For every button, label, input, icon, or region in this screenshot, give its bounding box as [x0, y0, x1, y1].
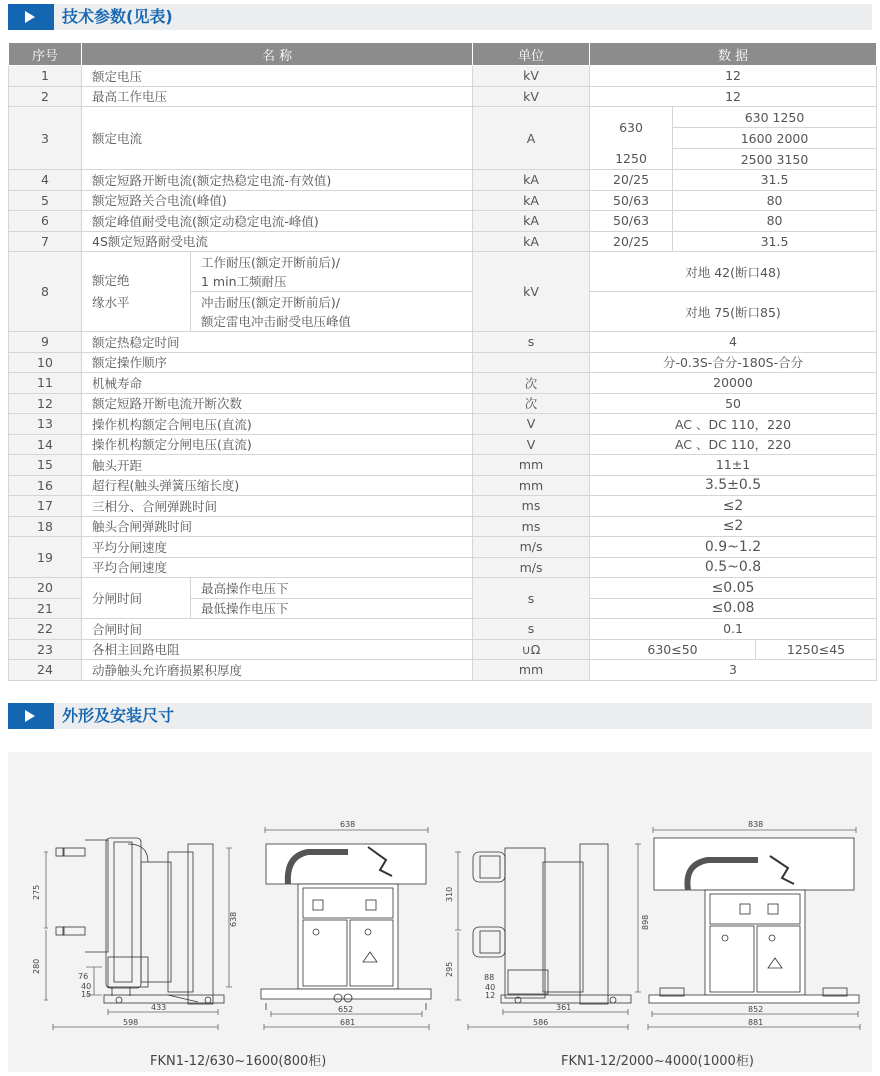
row-unit: m/s — [473, 537, 590, 558]
row-subname: 额定雷电冲击耐受电压峰值 — [191, 312, 473, 332]
row-no: 3 — [9, 107, 82, 170]
row-no: 14 — [9, 434, 82, 455]
drawing-front-view-800 — [261, 820, 431, 1030]
row-unit: mm — [473, 660, 590, 681]
row-no: 12 — [9, 393, 82, 414]
row-name-line1: 额定绝 — [92, 272, 130, 288]
row-no: 21 — [9, 598, 82, 619]
svg-text:838: 838 — [748, 820, 764, 829]
row-name: 动静触头允许磨损累积厚度 — [82, 660, 473, 681]
row-value: 对地 42(断口48) — [590, 252, 877, 292]
row-value: 1600 2000 — [673, 128, 877, 149]
row-value: 3.5±0.5 — [590, 475, 877, 496]
header-unit: 单位 — [473, 43, 590, 66]
caption-1000: FKN1-12/2000~4000(1000柜) — [561, 1054, 754, 1069]
row-unit: ∪Ω — [473, 639, 590, 660]
table-row — [9, 557, 877, 578]
row-unit: 次 — [473, 393, 590, 414]
row-unit: kA — [473, 170, 590, 191]
row-unit: ms — [473, 496, 590, 517]
svg-text:76: 76 — [78, 972, 89, 981]
row-name: 分闸时间 — [82, 578, 191, 619]
row-unit: V — [473, 434, 590, 455]
table-row — [9, 332, 877, 353]
row-unit: m/s — [473, 557, 590, 578]
row-name: 操作机构额定合闸电压(直流) — [82, 414, 473, 435]
row-name: 平均合闸速度 — [82, 557, 473, 578]
svg-text:88: 88 — [484, 973, 495, 982]
row-value: 80 — [673, 211, 877, 232]
row-value: 1250≤45 — [756, 639, 877, 660]
row-value: ≤0.05 — [590, 578, 877, 599]
table-row — [9, 660, 877, 681]
row-name-line2: 缘水平 — [92, 294, 130, 310]
header-value: 数 据 — [590, 43, 877, 66]
row-name: 4S额定短路耐受电流 — [82, 231, 473, 252]
row-no: 1 — [9, 66, 82, 87]
header-no: 序号 — [9, 43, 82, 66]
svg-text:652: 652 — [338, 1005, 354, 1014]
row-no: 22 — [9, 619, 82, 640]
table-row — [9, 516, 877, 537]
row-value: AC 、DC 110，220 — [590, 434, 877, 455]
row-no: 5 — [9, 190, 82, 211]
svg-text:881: 881 — [748, 1018, 764, 1027]
svg-text:681: 681 — [340, 1018, 356, 1027]
row-unit: kV — [473, 66, 590, 87]
table-row — [9, 211, 877, 232]
row-value: 20/25 — [590, 231, 673, 252]
row-unit: A — [473, 107, 590, 170]
table-row — [9, 66, 877, 87]
section-tab — [8, 4, 54, 30]
row-name: 合闸时间 — [82, 619, 473, 640]
row-no: 6 — [9, 211, 82, 232]
row-value: 50 — [590, 393, 877, 414]
row-no: 19 — [9, 537, 82, 578]
row-name: 额定操作顺序 — [82, 352, 473, 373]
row-value: 2500 3150 — [673, 149, 877, 170]
row-unit: kV — [473, 86, 590, 107]
row-value: 31.5 — [673, 231, 877, 252]
table-row — [9, 619, 877, 640]
row-name — [82, 252, 191, 332]
svg-text:40: 40 — [81, 982, 92, 991]
table-row — [9, 455, 877, 476]
row-name: 额定短路开断电流(额定热稳定电流-有效值) — [82, 170, 473, 191]
svg-text:586: 586 — [533, 1018, 549, 1027]
play-arrow-icon — [25, 11, 35, 23]
row-unit: mm — [473, 475, 590, 496]
section-title: 技术参数(见表) — [62, 7, 173, 26]
row-no: 7 — [9, 231, 82, 252]
row-no: 24 — [9, 660, 82, 681]
row-name: 额定电流 — [82, 107, 473, 170]
section-title: 外形及安装尺寸 — [62, 706, 175, 725]
svg-text:15: 15 — [81, 990, 92, 999]
row-name: 触头开距 — [82, 455, 473, 476]
table-row — [9, 107, 877, 128]
table-row — [9, 231, 877, 252]
table-row — [9, 373, 877, 394]
row-name: 最高工作电压 — [82, 86, 473, 107]
row-value: 50/63 — [590, 190, 673, 211]
row-name: 额定峰值耐受电流(额定动稳定电流-峰值) — [82, 211, 473, 232]
row-no: 13 — [9, 414, 82, 435]
svg-text:295: 295 — [445, 961, 454, 977]
row-unit: V — [473, 414, 590, 435]
section-tab — [8, 703, 54, 729]
row-unit: s — [473, 332, 590, 353]
row-name: 各相主回路电阻 — [82, 639, 473, 660]
row-unit: kA — [473, 211, 590, 232]
row-value: 对地 75(断口85) — [590, 292, 877, 332]
drawing-side-view-1000 — [445, 844, 650, 1030]
drawing-front-view-1000 — [648, 820, 860, 1030]
svg-text:638: 638 — [229, 911, 238, 927]
row-value: 12 — [590, 66, 877, 87]
row-subname: 最低操作电压下 — [191, 598, 473, 619]
row-name: 机械寿命 — [82, 373, 473, 394]
row-no: 11 — [9, 373, 82, 394]
row-value: 0.1 — [590, 619, 877, 640]
row-unit — [473, 352, 590, 373]
row-value: 31.5 — [673, 170, 877, 191]
row-subname: 1 min工频耐压 — [191, 272, 473, 292]
row-no: 2 — [9, 86, 82, 107]
table-row — [9, 434, 877, 455]
section-header-specs — [8, 4, 872, 30]
row-value: 20/25 — [590, 170, 673, 191]
row-unit: 次 — [473, 373, 590, 394]
row-subname: 最高操作电压下 — [191, 578, 473, 599]
row-name: 额定短路开断电流开断次数 — [82, 393, 473, 414]
row-value: 80 — [673, 190, 877, 211]
drawings-panel — [8, 752, 872, 1072]
row-unit: kV — [473, 252, 590, 332]
row-no: 16 — [9, 475, 82, 496]
row-value: 分-0.3S-合分-180S-合分 — [590, 352, 877, 373]
header-name: 名 称 — [82, 43, 473, 66]
table-row — [9, 537, 877, 558]
row-no: 20 — [9, 578, 82, 599]
row-no: 23 — [9, 639, 82, 660]
row-value: ≤2 — [590, 516, 877, 537]
row-name: 平均分闸速度 — [82, 537, 473, 558]
table-row — [9, 393, 877, 414]
table-header-row — [9, 43, 877, 66]
row-value: 630 — [590, 107, 673, 149]
row-subname: 冲击耐压(额定开断前后)/ — [191, 292, 473, 312]
row-value: ≤0.08 — [590, 598, 877, 619]
row-no: 17 — [9, 496, 82, 517]
row-name: 额定短路关合电流(峰值) — [82, 190, 473, 211]
table-row — [9, 496, 877, 517]
row-value: 4 — [590, 332, 877, 353]
row-value: ≤2 — [590, 496, 877, 517]
row-name: 三相分、合闸弹跳时间 — [82, 496, 473, 517]
table-row — [9, 86, 877, 107]
row-no: 9 — [9, 332, 82, 353]
row-unit: mm — [473, 455, 590, 476]
row-value: 12 — [590, 86, 877, 107]
svg-text:40: 40 — [485, 983, 496, 992]
table-row — [9, 639, 877, 660]
row-name: 额定电压 — [82, 66, 473, 87]
spec-table — [8, 42, 877, 681]
table-row — [9, 475, 877, 496]
svg-text:280: 280 — [32, 958, 41, 974]
svg-text:433: 433 — [151, 1003, 167, 1012]
row-value: 50/63 — [590, 211, 673, 232]
row-no: 18 — [9, 516, 82, 537]
row-no: 10 — [9, 352, 82, 373]
row-value: 3 — [590, 660, 877, 681]
row-unit: s — [473, 619, 590, 640]
row-unit: kA — [473, 190, 590, 211]
row-name: 操作机构额定分闸电压(直流) — [82, 434, 473, 455]
row-value: 20000 — [590, 373, 877, 394]
section-header-dimensions — [8, 703, 872, 729]
svg-text:310: 310 — [445, 886, 454, 902]
svg-text:638: 638 — [340, 820, 356, 829]
svg-text:852: 852 — [748, 1005, 764, 1014]
drawings-svg — [8, 752, 872, 1072]
row-unit: kA — [473, 231, 590, 252]
row-value: 630≤50 — [590, 639, 756, 660]
drawing-side-view-800 — [32, 838, 238, 1030]
table-row — [9, 190, 877, 211]
row-no: 8 — [9, 252, 82, 332]
table-row — [9, 252, 877, 272]
play-arrow-icon — [25, 710, 35, 722]
svg-text:361: 361 — [556, 1003, 572, 1012]
row-value: 11±1 — [590, 455, 877, 476]
row-subname: 工作耐压(额定开断前后)/ — [191, 252, 473, 272]
svg-text:898: 898 — [641, 914, 650, 930]
row-unit: s — [473, 578, 590, 619]
row-value: 1250 — [590, 149, 673, 170]
table-row — [9, 352, 877, 373]
row-value: 0.9~1.2 — [590, 537, 877, 558]
svg-text:12: 12 — [485, 991, 496, 1000]
table-row — [9, 170, 877, 191]
row-name: 触头合闸弹跳时间 — [82, 516, 473, 537]
row-no: 15 — [9, 455, 82, 476]
row-name: 额定热稳定时间 — [82, 332, 473, 353]
row-unit: ms — [473, 516, 590, 537]
caption-800: FKN1-12/630~1600(800柜) — [150, 1054, 327, 1069]
svg-text:275: 275 — [32, 884, 41, 900]
svg-text:598: 598 — [123, 1018, 139, 1027]
row-name: 超行程(触头弹簧压缩长度) — [82, 475, 473, 496]
table-row — [9, 414, 877, 435]
row-value: AC 、DC 110，220 — [590, 414, 877, 435]
row-value: 0.5~0.8 — [590, 557, 877, 578]
row-value: 630 1250 — [673, 107, 877, 128]
row-no: 4 — [9, 170, 82, 191]
table-row — [9, 578, 877, 599]
